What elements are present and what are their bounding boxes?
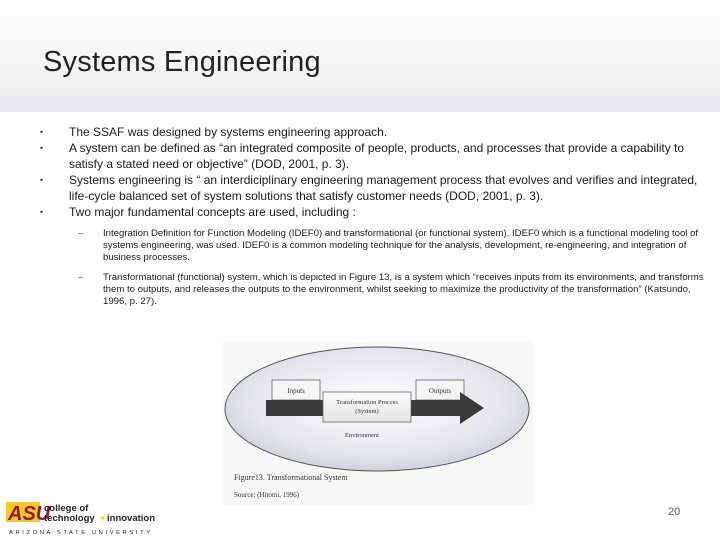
asu-logo-mark: [6, 500, 166, 538]
logo-line2: technology: [44, 513, 95, 524]
figure-diagram: [222, 342, 533, 505]
bullet-text: Systems engineering is “ an interdiciplinary engineering management process that evolves and verifies and integrated, life-cycle balanced set of system solutions that satisfy customer needs (DOD, 2001, p. 3).: [69, 173, 698, 203]
logo-line1: college of: [44, 503, 89, 514]
slide-title: Systems Engineering: [43, 46, 321, 78]
process-label: Transformation Process: [336, 399, 398, 406]
bullet-dot-icon: •: [40, 175, 44, 185]
bullet-item: [40, 140, 712, 172]
bullet-item: [40, 204, 712, 220]
bullet-dot-icon: •: [40, 127, 44, 137]
sub-bullet-item: [40, 228, 712, 264]
process-box: [323, 392, 411, 422]
figure-source: Source: (Hitomi, 1996): [234, 491, 300, 499]
outputs-label: Outputs: [428, 387, 452, 395]
sub-bullet-text: Integration Definition for Function Modeling (IDEF0) and transformational (or functional system). IDEF0 which is a functional modeling tool of systems engineering, was used. IDEF0 is a common modeling technique for the analysis, development, re-engineering, and integration of business processes.: [103, 228, 699, 263]
process-sublabel: (System): [355, 408, 379, 415]
page-number: 20: [668, 506, 681, 518]
environment-label: Environment: [345, 432, 379, 439]
bullet-list: [40, 124, 712, 308]
bullet-dot-icon: •: [40, 143, 44, 153]
inputs-label: Inputs: [287, 387, 305, 395]
bullet-item: [40, 124, 712, 140]
logo-plus-icon: +: [100, 513, 106, 524]
sub-bullet-text: Transformational (functional) system, which is depicted in Figure 13, is a system which “receives inputs from its environments, and transforms them to outputs, and releases the outputs to the environment, whilst seeking to maximize the productivity of the transformation” (Katsundo, 1996, p. 27).: [103, 272, 704, 307]
logo-university: ARIZONA STATE UNIVERSITY: [9, 530, 153, 536]
bullet-text: A system can be defined as “an integrated composite of people, products, and processes that provide a capability to satisfy a stated need or objective” (DOD, 2001, p. 3).: [69, 141, 685, 171]
dash-icon: –: [78, 228, 84, 239]
transformational-system-figure: [222, 342, 533, 505]
bullet-text: The SSAF was designed by systems engineering approach.: [69, 125, 388, 139]
logo-mark-text: ASU: [8, 503, 51, 525]
sub-bullet-item: [40, 272, 712, 308]
bullet-text: Two major fundamental concepts are used, including :: [69, 205, 356, 219]
bullet-dot-icon: •: [40, 207, 44, 217]
figure-caption: Figure13. Transformational System: [234, 473, 348, 482]
asu-logo: [6, 500, 166, 538]
bullet-item: [40, 172, 712, 204]
dash-icon: –: [78, 272, 84, 283]
logo-line2-suffix: innovation: [107, 513, 156, 524]
